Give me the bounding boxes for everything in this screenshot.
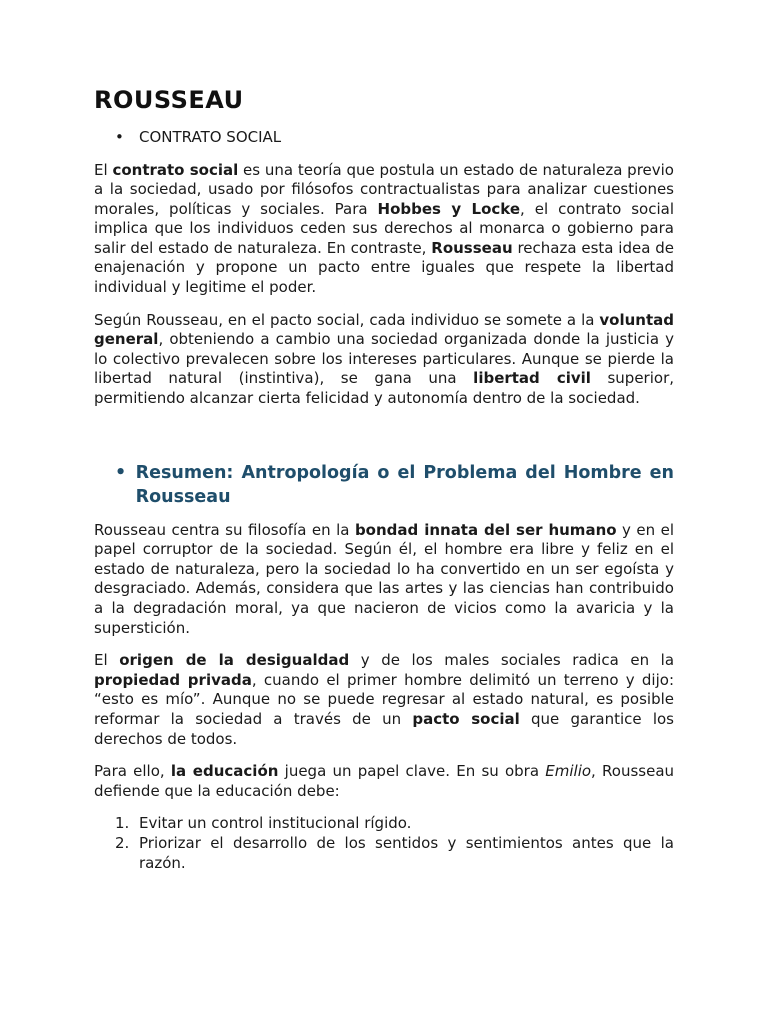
section-heading-resumen [94, 461, 674, 509]
numbered-list [94, 814, 674, 873]
paragraph-educacion: Para ello, la educación juega un papel clave. En su obra Emilio, Rousseau defiende que la educación debe: [94, 762, 675, 800]
bullet-text: CONTRATO SOCIAL [139, 128, 282, 146]
paragraph-bondad: Rousseau centra su filosofía en la bondad innata del ser humano y en el papel corruptor de la sociedad. Según él, el hombre era libre y feliz en el estado de naturaleza, pero la sociedad lo ha convertido en un ser egoísta y desgraciado. Además, considera que las artes y las ciencias han contribuido a la degradación moral, ya que nacieron de vicios como la avaricia y la superstición. [94, 520, 675, 637]
list-item: 2. Priorizar el desarrollo de los sentidos y sentimientos antes que la razón. [115, 833, 674, 872]
bullet-contrato-social [94, 128, 674, 148]
bullet-icon: • [115, 128, 124, 146]
list-item: 1. Evitar un control institucional rígido. [115, 814, 412, 833]
bullet-icon: • [115, 462, 127, 483]
paragraph-pacto-social: Según Rousseau, en el pacto social, cada individuo se somete a la voluntad general, obteniendo a cambio una sociedad organizada donde la justicia y lo colectivo prevalecen sobre los intereses particulares. Aunque se pierde la libertad natural (instintiva), se gana una libertad civil superior, permitiendo alcanzar cierta felicidad y autonomía dentro de la sociedad. [94, 310, 675, 408]
paragraph-desigualdad: El origen de la desigualdad y de los males sociales radica en la propiedad privada, cuando el primer hombre delimitó un terreno y dijo: “esto es mío”. Aunque no se puede regresar al estado natural, es posible reformar la sociedad a través de un pacto social que garantice los derechos de todos. [94, 651, 675, 748]
paragraph-contrato-social: El contrato social es una teoría que postula un estado de naturaleza previo a la sociedad, usado por filósofos contractualistas para analizar cuestiones morales, políticas y sociales. Para Hobbes y Locke, el contrato social implica que los individuos ceden sus derechos al monarca o gobierno para salir del estado de naturaleza. En contraste, Rousseau rechaza esta idea de enajenación y propone un pacto entre iguales que respete la libertad individual y legitime el poder. [94, 160, 674, 297]
heading-text: Resumen: Antropología o el Problema del Hombre en Rousseau [135, 462, 674, 507]
document-title: ROUSSEAU [94, 86, 244, 114]
